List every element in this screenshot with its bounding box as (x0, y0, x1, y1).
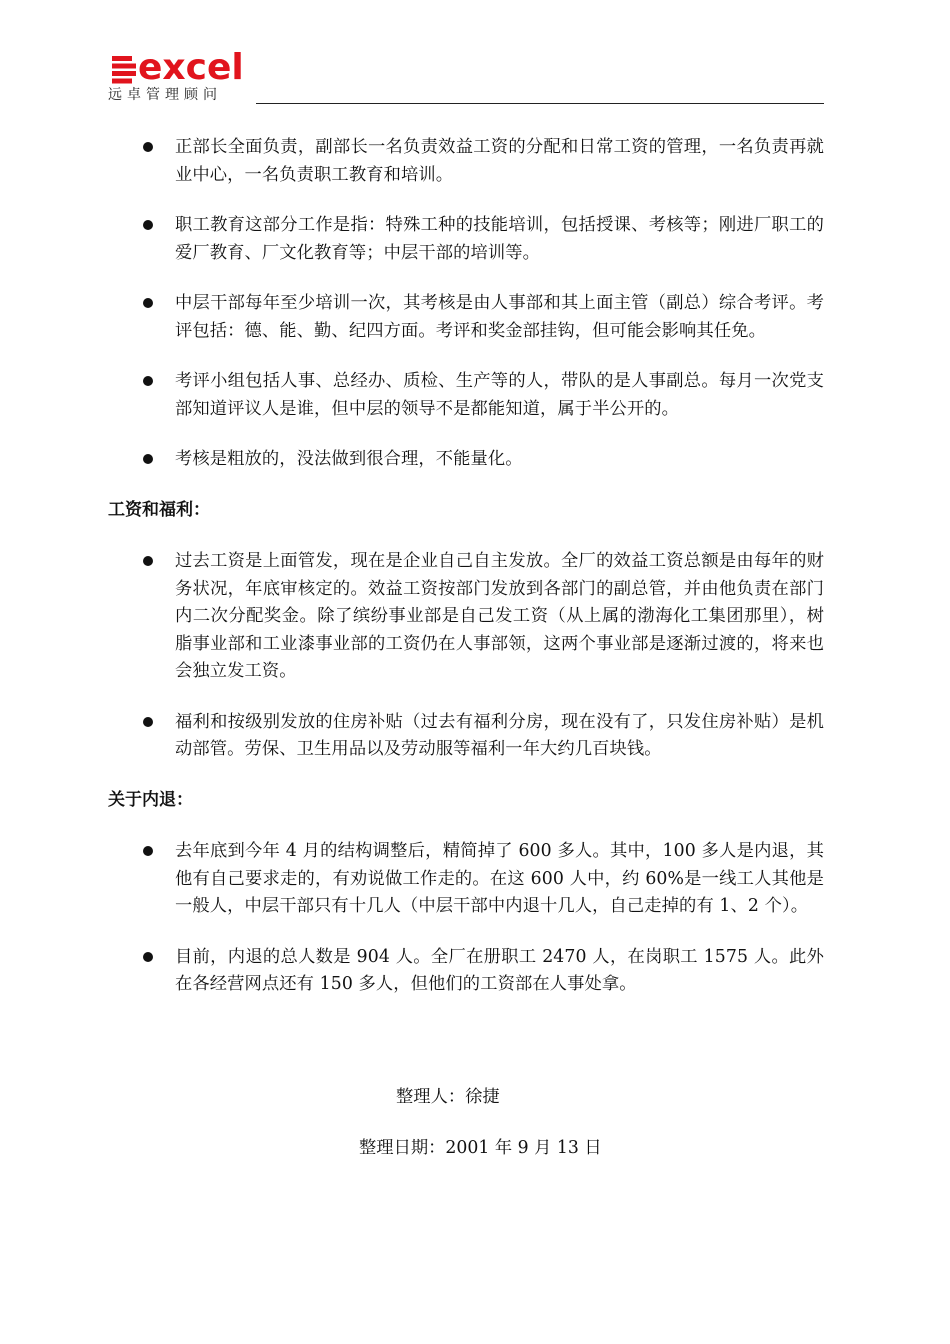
logo-subtitle: 远卓管理顾问 (108, 87, 222, 103)
bullet-icon (143, 717, 153, 727)
list-item-text: 考核是粗放的，没法做到很合理，不能量化。 (175, 449, 523, 469)
list-item-text: 目前，内退的总人数是 904 人。全厂在册职工 2470 人，在岗职工 1575 人。此外在各经营网点还有 150 多人，但他们的工资部在人事处拿。 (175, 946, 824, 994)
document-header (108, 47, 824, 108)
logo-wordmark: excel (138, 47, 244, 88)
header-divider (256, 103, 824, 104)
list-item-text: 去年底到今年 4 月的结构调整后，精简掉了 600 多人。其中，100 多人是内退，其他有自己要求走的，有劝说做工作走的。在这 600 人中，约 60%是一线工人其他是一般人，中层干部只有十几人（中层干部中内退十几人，自己走掉的有 1、2 个）。 (175, 841, 824, 916)
list-item (108, 446, 824, 474)
bullet-icon (143, 454, 153, 464)
section-heading-salary: 工资和福利： (108, 499, 210, 520)
list-item (108, 134, 824, 189)
organizer-line: 整理人：徐捷 (396, 1087, 500, 1107)
list-item (108, 212, 824, 267)
bullet-icon (143, 846, 153, 856)
section-heading-retirement: 关于内退： (108, 789, 193, 810)
list-item (108, 290, 824, 345)
bullet-icon (143, 142, 153, 152)
list-item-text: 职工教育这部分工作是指：特殊工种的技能培训，包括授课、考核等；刚进厂职工的爱厂教育、厂文化教育等；中层干部的培训等。 (175, 215, 824, 263)
date-line: 整理日期：2001 年 9 月 13 日 (359, 1138, 602, 1158)
list-item (108, 944, 824, 999)
list-item-text: 过去工资是上面管发，现在是企业自己自主发放。全厂的效益工资总额是由每年的财务状况，年底审核定的。效益工资按部门发放到各部门的副总管，并由他负责在部门内二次分配奖金。除了缤纷事业部是自己发工资（从上属的渤海化工集团那里），树脂事业部和工业漆事业部的工资仍在人事部领，这两个事业部是逐渐过渡的，将来也会独立发工资。 (175, 551, 824, 681)
list-item (108, 838, 824, 921)
bullet-icon (143, 220, 153, 230)
bullet-icon (143, 952, 153, 962)
document-body (108, 134, 824, 1022)
list-item-text: 福利和按级别发放的住房补贴（过去有福利分房，现在没有了，只发住房补贴）是机动部管。劳保、卫生用品以及劳动服等福利一年大约几百块钱。 (175, 711, 824, 759)
logo-stripes-icon (112, 56, 138, 84)
bullet-icon (143, 556, 153, 566)
list-item (108, 548, 824, 686)
list-item-text: 正部长全面负责，副部长一名负责效益工资的分配和日常工资的管理，一名负责再就业中心，一名负责职工教育和培训。 (175, 137, 824, 185)
bullet-icon (143, 298, 153, 308)
bullet-icon (143, 376, 153, 386)
list-item-text: 考评小组包括人事、总经办、质检、生产等的人，带队的是人事副总。每月一次党支部知道评议人是谁，但中层的领导不是都能知道，属于半公开的。 (175, 371, 824, 419)
list-item (108, 368, 824, 423)
list-item-text: 中层干部每年至少培训一次，其考核是由人事部和其上面主管（副总）综合考评。考评包括：德、能、勤、纪四方面。考评和奖金部挂钩，但可能会影响其任免。 (175, 293, 824, 341)
list-item (108, 709, 824, 764)
company-logo (108, 47, 258, 108)
